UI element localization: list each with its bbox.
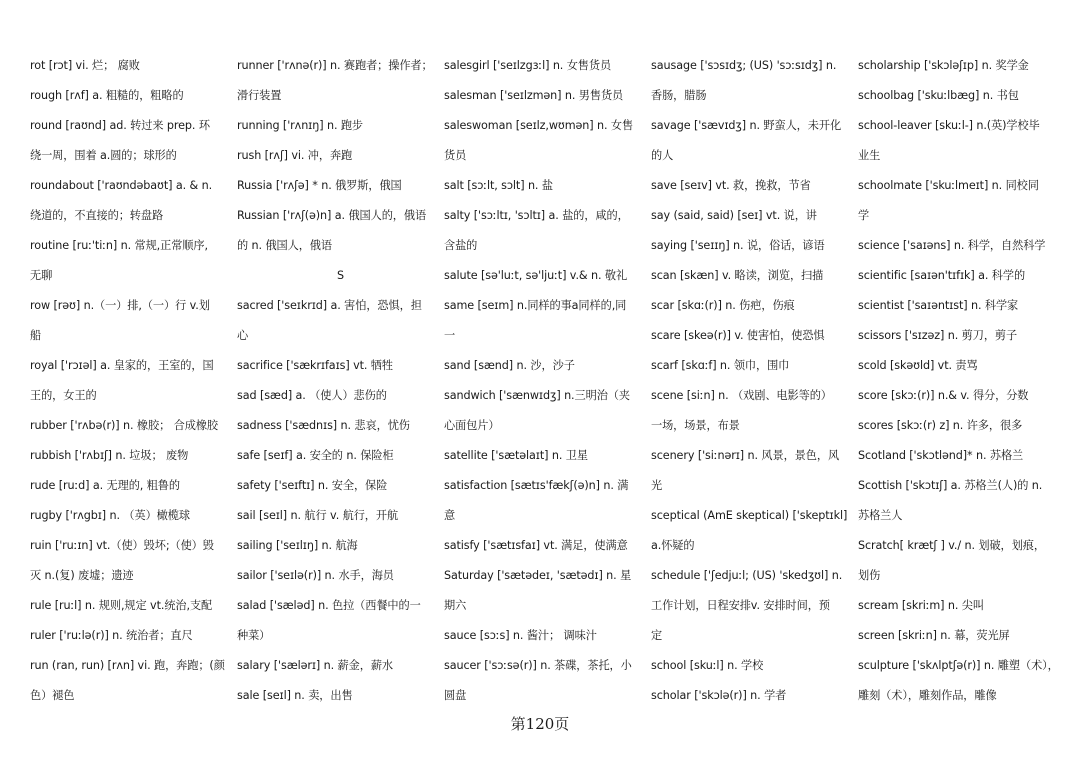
entry-line: science ['saɪəns] n. 科学，自然科学 xyxy=(858,239,1046,252)
entry-line: runner ['rʌnə(r)] n. 赛跑者；操作者； xyxy=(237,59,433,72)
entry-line: scissors ['sɪzəz] n. 剪刀，剪子 xyxy=(858,329,1018,342)
entry-line: school [skuːl] n. 学校 xyxy=(651,659,764,672)
entry-line: scenery ['siːnərɪ] n. 风景，景色，风 xyxy=(651,449,840,462)
entry-line: 含盐的 xyxy=(444,239,478,252)
word-column-3 xyxy=(444,51,651,711)
entry-line: sauce [sɔːs] n. 酱汁； 调味汁 xyxy=(444,629,597,642)
entry-line: rough [rʌf] a. 粗糙的，粗略的 xyxy=(30,89,184,102)
entry-line: 心面包片） xyxy=(444,419,500,432)
entry-line: Saturday ['sætədeɪ, 'sætədɪ] n. 星 xyxy=(444,569,632,582)
entry-line: sausage ['sɔsɪdʒ; (US) 'sɔːsɪdʒ] n. xyxy=(651,59,837,72)
entry-line: round [raʊnd] ad. 转过来 prep. 环 xyxy=(30,119,210,132)
entry-line: scar [skɑː(r)] n. 伤疤，伤痕 xyxy=(651,299,795,312)
entry-line: say (said, said) [seɪ] vt. 说，讲 xyxy=(651,209,817,222)
entry-line: salute [sə'luːt, sə'ljuːt] v.& n. 敬礼 xyxy=(444,269,628,282)
entry-line: 种菜） xyxy=(237,629,271,642)
entry-line: sandwich ['sænwɪdʒ] n.三明治（夹 xyxy=(444,389,630,402)
word-column-2 xyxy=(237,51,444,711)
entry-line: royal ['rɔɪəl] a. 皇家的，王室的，国 xyxy=(30,359,214,372)
entry-line: 的人 xyxy=(651,149,674,162)
entry-line: savage ['sævɪdʒ] n. 野蛮人，未开化 xyxy=(651,119,842,132)
entry-line: satisfy ['sætɪsfaɪ] vt. 满足，使满意 xyxy=(444,539,628,552)
entry-line: Russian ['rʌʃ(ə)n] a. 俄国人的，俄语 xyxy=(237,209,427,222)
entry-line: scarf [skɑːf] n. 领巾，围巾 xyxy=(651,359,790,372)
entry-line: sad [sæd] a. （使人）悲伤的 xyxy=(237,389,387,402)
entry-line: 苏格兰人 xyxy=(858,509,903,522)
entry-line: safe [seɪf] a. 安全的 n. 保险柜 xyxy=(237,449,394,462)
entry-line: rubber ['rʌbə(r)] n. 橡胶； 合成橡胶 xyxy=(30,419,218,432)
entry-line: sacred ['seɪkrɪd] a. 害怕，恐惧，担 xyxy=(237,299,422,312)
entry-line: rugby ['rʌgbɪ] n. （英）橄榄球 xyxy=(30,509,190,522)
word-column-4 xyxy=(651,51,858,711)
entry-line: salesgirl ['seɪlzgɜːl] n. 女售货员 xyxy=(444,59,612,72)
entry-line: ruin ['ruːɪn] vt.（使）毁坏;（使）毁 xyxy=(30,539,214,552)
entry-line: 期六 xyxy=(444,599,467,612)
entry-line: saying ['seɪɪŋ] n. 说，俗话，谚语 xyxy=(651,239,825,252)
word-column-1 xyxy=(30,51,237,711)
entry-line: salad ['sæləd] n. 色拉（西餐中的一 xyxy=(237,599,421,612)
entry-line: scientist ['saɪəntɪst] n. 科学家 xyxy=(858,299,1019,312)
entry-line: 划伤 xyxy=(858,569,881,582)
entry-line: sceptical (AmE skeptical) ['skeptɪkl] xyxy=(651,509,848,522)
word-list-columns xyxy=(30,51,1062,711)
entry-line: 光 xyxy=(651,479,663,492)
entry-line: routine [ruː'tiːn] n. 常规,正常顺序, xyxy=(30,239,208,252)
entry-line: run (ran, run) [rʌn] vi. 跑，奔跑；(颜 xyxy=(30,659,225,672)
entry-line: 定 xyxy=(651,629,663,642)
entry-line: salt [sɔːlt, sɔlt] n. 盐 xyxy=(444,179,553,192)
entry-line: Scottish ['skɔtɪʃ] a. 苏格兰(人)的 n. xyxy=(858,479,1043,492)
entry-line: 绕道的，不直接的；转盘路 xyxy=(30,209,164,222)
entry-line: satellite ['sætəlaɪt] n. 卫星 xyxy=(444,449,588,462)
entry-line: rule [ruːl] n. 规则,规定 vt.统治,支配 xyxy=(30,599,213,612)
entry-line: sculpture ['skʌlptʃə(r)] n. 雕塑（术）， xyxy=(858,659,1059,672)
entry-line: score [skɔː(r)] n.& v. 得分，分数 xyxy=(858,389,1029,402)
entry-line: ruler ['ruːlə(r)] n. 统治者；直尺 xyxy=(30,629,193,642)
entry-line: 一场，场景，布景 xyxy=(651,419,740,432)
entry-line: sailor ['seɪlə(r)] n. 水手，海员 xyxy=(237,569,394,582)
entry-line: saleswoman [seɪlz,wʊmən] n. 女售 xyxy=(444,119,634,132)
entry-line: rush [rʌʃ] vi. 冲，奔跑 xyxy=(237,149,353,162)
entry-line: schedule ['ʃedjuːl; (US) 'skedʒʊl] n. xyxy=(651,569,843,582)
entry-line: scene [siːn] n. （戏剧、电影等的） xyxy=(651,389,832,402)
entry-line: 无聊 xyxy=(30,269,53,282)
entry-line: saucer ['sɔːsə(r)] n. 茶碟，茶托，小 xyxy=(444,659,632,672)
entry-line: same [seɪm] n.同样的事a同样的,同 xyxy=(444,299,627,312)
word-column-5 xyxy=(858,51,1065,711)
entry-line: sacrifice ['sækrɪfaɪs] vt. 牺牲 xyxy=(237,359,393,372)
section-letter: S xyxy=(336,269,344,282)
page-number: 第120页 xyxy=(510,715,570,733)
entry-line: scare [skeə(r)] v. 使害怕，使恐惧 xyxy=(651,329,825,342)
entry-line: scientific [saɪən'tɪfɪk] a. 科学的 xyxy=(858,269,1026,282)
entry-line: scholarship ['skɔləʃɪp] n. 奖学金 xyxy=(858,59,1029,72)
entry-line: 灭 n.(复) 废墟；遗迹 xyxy=(30,569,134,582)
entry-line: school-leaver [skuːl-] n.(英)学校毕 xyxy=(858,119,1040,132)
entry-line: 业生 xyxy=(858,149,881,162)
entry-line: sailing ['seɪlɪŋ] n. 航海 xyxy=(237,539,358,552)
entry-line: 圆盘 xyxy=(444,689,467,702)
entry-line: safety ['seɪftɪ] n. 安全，保险 xyxy=(237,479,388,492)
entry-line: 心 xyxy=(237,329,249,342)
entry-line: 船 xyxy=(30,329,42,342)
entry-line: 学 xyxy=(858,209,870,222)
entry-line: schoolbag ['skuːlbæg] n. 书包 xyxy=(858,89,1019,102)
entry-line: row [rəʊ] n.（一）排,（一）行 v.划 xyxy=(30,299,210,312)
entry-line: 滑行装置 xyxy=(237,89,282,102)
entry-line: scan [skæn] v. 略读，浏览，扫描 xyxy=(651,269,824,282)
entry-line: 货员 xyxy=(444,149,467,162)
entry-line: scream [skriːm] n. 尖叫 xyxy=(858,599,984,612)
entry-line: a.怀疑的 xyxy=(651,539,695,552)
entry-line: 意 xyxy=(444,509,456,522)
entry-line: Russia ['rʌʃə] * n. 俄罗斯，俄国 xyxy=(237,179,402,192)
entry-line: save [seɪv] vt. 救，挽救，节省 xyxy=(651,179,811,192)
entry-line: sale [seɪl] n. 卖，出售 xyxy=(237,689,353,702)
entry-line: 一 xyxy=(444,329,456,342)
entry-line: sand [sænd] n. 沙，沙子 xyxy=(444,359,575,372)
entry-line: rude [ruːd] a. 无理的, 粗鲁的 xyxy=(30,479,180,492)
entry-line: 王的，女王的 xyxy=(30,389,97,402)
entry-line: 绕一周，围着 a.圆的；球形的 xyxy=(30,149,177,162)
entry-line: 香肠，腊肠 xyxy=(651,89,707,102)
entry-line: 雕刻（术），雕刻作品，雕像 xyxy=(858,689,997,702)
entry-line: rubbish ['rʌbɪʃ] n. 垃圾； 废物 xyxy=(30,449,189,462)
entry-line: scold [skəʊld] vt. 责骂 xyxy=(858,359,978,372)
entry-line: 工作计划，日程安排v. 安排时间，预 xyxy=(651,599,830,612)
entry-line: salesman ['seɪlzmən] n. 男售货员 xyxy=(444,89,624,102)
entry-line: 的 n. 俄国人，俄语 xyxy=(237,239,332,252)
entry-line: satisfaction [sætɪs'fækʃ(ə)n] n. 满 xyxy=(444,479,629,492)
entry-line: sail [seɪl] n. 航行 v. 航行，开航 xyxy=(237,509,399,522)
entry-line: salty ['sɔːltɪ, 'sɔltɪ] a. 盐的，咸的， xyxy=(444,209,629,222)
entry-line: Scotland ['skɔtlənd]* n. 苏格兰 xyxy=(858,449,1024,462)
entry-line: sadness ['sædnɪs] n. 悲哀，忧伤 xyxy=(237,419,410,432)
entry-line: roundabout ['raʊndəbaʊt] a. & n. xyxy=(30,179,213,192)
entry-line: scores [skɔː(r) z] n. 许多，很多 xyxy=(858,419,1023,432)
entry-line: 色）褪色 xyxy=(30,689,75,702)
entry-line: schoolmate ['skuːlmeɪt] n. 同校同 xyxy=(858,179,1039,192)
entry-line: screen [skriːn] n. 幕，荧光屏 xyxy=(858,629,1010,642)
entry-line: Scratch[ krætʃ ] v./ n. 划破，划痕， xyxy=(858,539,1045,552)
entry-line: rot [rɔt] vi. 烂； 腐败 xyxy=(30,59,140,72)
entry-line: running ['rʌnɪŋ] n. 跑步 xyxy=(237,119,364,132)
entry-line: salary ['sælərɪ] n. 薪金，薪水 xyxy=(237,659,393,672)
entry-line: scholar ['skɔlə(r)] n. 学者 xyxy=(651,689,787,702)
